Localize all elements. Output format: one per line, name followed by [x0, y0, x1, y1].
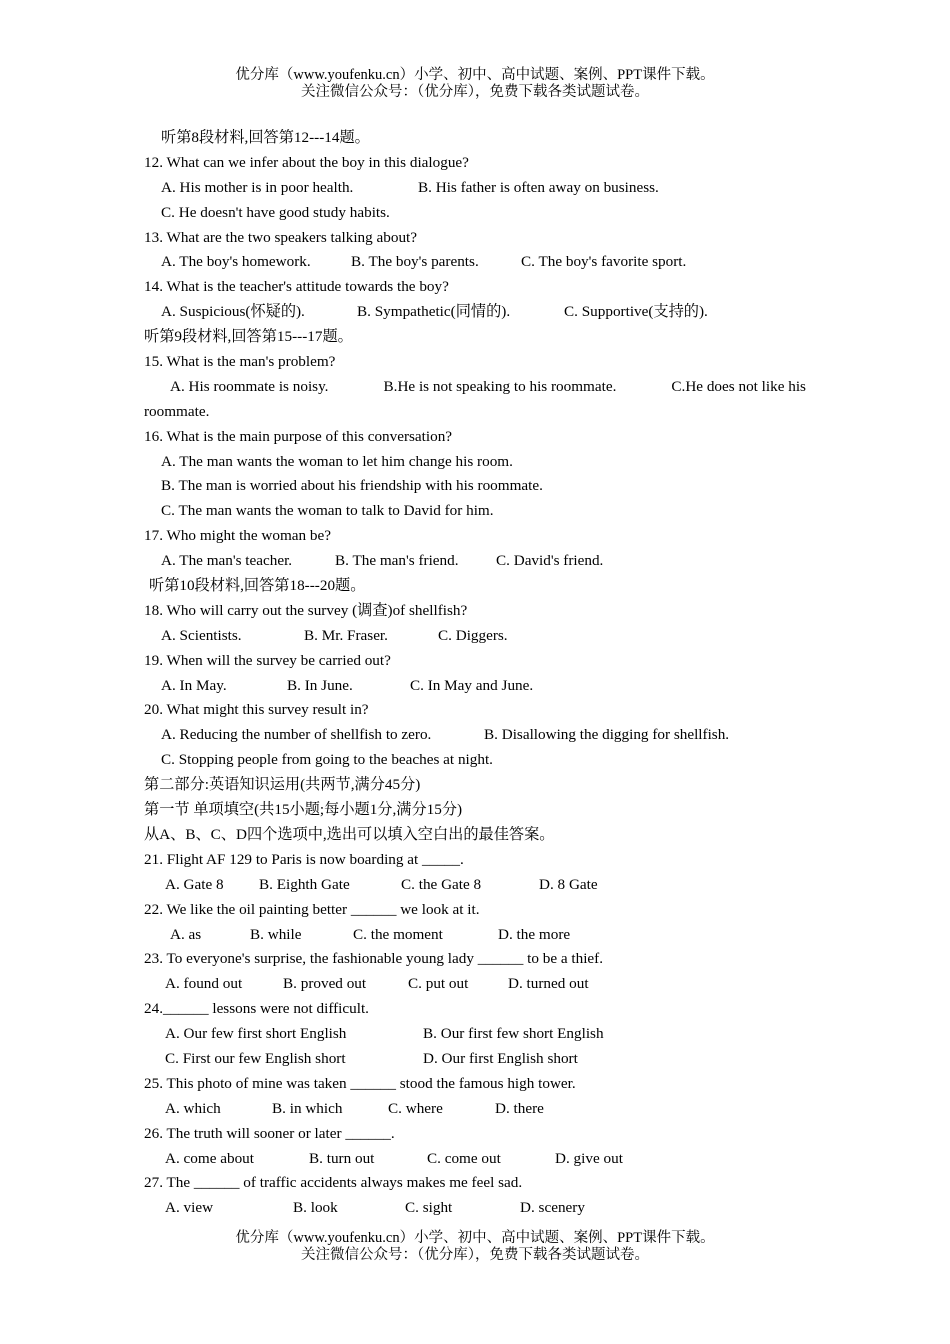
exam-content	[144, 126, 806, 1221]
section-title: 第一节 单项填空(共15小题;每小题1分,满分15分)	[144, 801, 463, 819]
option-row	[144, 250, 806, 275]
footer-line-2: 关注微信公众号：（优分库），免费下载各类试题试卷。	[301, 1247, 649, 1263]
option-c: C. sight	[405, 1199, 453, 1217]
footer-line-1: 优分库（www.youfenku.cn）小学、初中、高中试题、案例、PPT课件下载。	[235, 1230, 715, 1246]
option-c: C. the Gate 8	[401, 875, 482, 893]
question-stem: 27. The ______ of traffic accidents always makes me feel sad.	[144, 1174, 523, 1192]
page-header	[0, 67, 950, 101]
option-a: A. found out	[165, 975, 243, 993]
option-row	[144, 201, 806, 226]
option-b: B. look	[293, 1199, 338, 1217]
option-d: D. turned out	[508, 975, 589, 993]
option-c: C. come out	[427, 1149, 501, 1167]
option-b: B. proved out	[283, 975, 367, 993]
option-b: B. while	[250, 925, 302, 943]
option-d: D. there	[495, 1099, 544, 1117]
option-a: A. come about	[165, 1149, 254, 1167]
option-a: A. The man's teacher.	[161, 552, 293, 570]
option-c: C. He doesn't have good study habits.	[161, 203, 390, 221]
option-c: C.He does not like his	[671, 377, 806, 395]
question-stem: 25. This photo of mine was taken ______ stood the famous high tower.	[144, 1074, 576, 1092]
question-stem: 19. When will the survey be carried out?	[144, 651, 391, 669]
question-stem: 13. What are the two speakers talking about?	[144, 228, 418, 246]
option-a: A. The man wants the woman to let him change his room.	[161, 452, 513, 470]
section-heading-9: 听第9段材料,回答第15---17题。	[144, 328, 353, 346]
option-a: A. Reducing the number of shellfish to zero.	[161, 726, 432, 744]
option-b: B. Our first few short English	[423, 1025, 604, 1043]
option-c: C. First our few English short	[165, 1049, 346, 1067]
option-row	[144, 1097, 806, 1122]
option-row	[144, 748, 806, 773]
option-c: C. David's friend.	[496, 552, 604, 570]
question-stem: 15. What is the man's problem?	[144, 353, 336, 371]
option-d: D. scenery	[520, 1199, 585, 1217]
option-a: A. His mother is in poor health.	[161, 178, 354, 196]
option-b: B. The man's friend.	[335, 552, 459, 570]
option-a: A. which	[165, 1099, 221, 1117]
option-c: C. the moment	[353, 925, 443, 943]
question-stem: 26. The truth will sooner or later ______.	[144, 1124, 395, 1142]
option-b: B. Mr. Fraser.	[304, 626, 388, 644]
question-stem: 20. What might this survey result in?	[144, 701, 369, 719]
question-stem: 18. Who will carry out the survey (调查)of shellfish?	[144, 601, 468, 619]
option-b: B. Sympathetic(同情的).	[357, 303, 511, 321]
header-line-2: 关注微信公众号：（优分库），免费下载各类试题试卷。	[301, 84, 649, 100]
option-b: B. Disallowing the digging for shellfish.	[484, 726, 730, 744]
option-row	[144, 474, 806, 499]
option-b: B. Eighth Gate	[259, 875, 350, 893]
section-heading-10: 听第10段材料,回答第18---20题。	[149, 577, 366, 595]
option-b: B. In June.	[287, 676, 353, 694]
question-stem: 23. To everyone's surprise, the fashionable young lady ______ to be a thief.	[144, 950, 604, 968]
option-row	[144, 923, 806, 948]
option-b: B. The boy's parents.	[351, 253, 479, 271]
option-d: D. 8 Gate	[539, 875, 598, 893]
option-d: D. give out	[555, 1149, 623, 1167]
option-b: B. turn out	[309, 1149, 375, 1167]
option-c: C. where	[388, 1099, 443, 1117]
option-row	[144, 300, 806, 325]
option-a: A. Scientists.	[161, 626, 242, 644]
option-row	[144, 450, 806, 475]
section-heading-8: 听第8段材料,回答第12---14题。	[161, 129, 370, 146]
instruction: 从A、B、C、D四个选项中,选出可以填入空白出的最佳答案。	[144, 825, 555, 843]
option-row	[144, 972, 806, 997]
option-row	[144, 1147, 806, 1172]
option-d: D. the more	[498, 925, 571, 943]
option-row	[144, 549, 806, 574]
option-b: B. The man is worried about his friendship with his roommate.	[161, 477, 543, 495]
option-c: C. The man wants the woman to talk to David for him.	[161, 502, 494, 520]
option-row	[144, 723, 806, 748]
question-stem: 16. What is the main purpose of this conversation?	[144, 427, 453, 445]
option-a: A. Suspicious(怀疑的).	[161, 303, 305, 321]
option-row	[144, 873, 806, 898]
option-c: C. In May and June.	[410, 676, 534, 694]
option-row	[144, 1196, 806, 1221]
option-row	[144, 499, 806, 524]
option-b: B. His father is often away on business.	[418, 178, 659, 196]
option-a: A. view	[165, 1199, 214, 1217]
question-stem: 12. What can we infer about the boy in this dialogue?	[144, 153, 469, 171]
option-d: D. Our first English short	[423, 1049, 578, 1067]
option-a: A. Our few first short English	[165, 1025, 347, 1043]
question-stem: 14. What is the teacher's attitude towards the boy?	[144, 278, 449, 296]
option-c: C. Supportive(支持的).	[564, 303, 708, 321]
question-stem: 22. We like the oil painting better ______ we look at it.	[144, 900, 480, 918]
option-a: A. The boy's homework.	[161, 253, 311, 271]
option-row	[144, 624, 806, 649]
question-stem: 24.______ lessons were not difficult.	[144, 1000, 369, 1018]
option-a: A. His roommate is noisy.	[170, 377, 329, 395]
option-c: C. Stopping people from going to the beaches at night.	[161, 751, 493, 769]
option-b: B. in which	[272, 1099, 343, 1117]
page-footer	[0, 1230, 950, 1264]
question-stem: 21. Flight AF 129 to Paris is now boarding at _____.	[144, 850, 464, 868]
header-line-1: 优分库（www.youfenku.cn）小学、初中、高中试题、案例、PPT课件下载。	[235, 67, 715, 83]
option-a: A. Gate 8	[165, 875, 224, 893]
option-row	[144, 375, 806, 400]
option-continuation: roommate.	[144, 402, 210, 420]
option-row	[144, 176, 806, 201]
question-stem: 17. Who might the woman be?	[144, 527, 331, 545]
option-row	[144, 1047, 806, 1072]
option-row	[144, 674, 806, 699]
option-a: A. as	[170, 925, 202, 943]
option-c: C. The boy's favorite sport.	[521, 253, 687, 271]
option-c: C. Diggers.	[438, 626, 508, 644]
option-b: B.He is not speaking to his roommate.	[383, 377, 617, 395]
part-title: 第二部分:英语知识运用(共两节,满分45分)	[144, 776, 421, 794]
option-row	[144, 1022, 806, 1047]
option-a: A. In May.	[161, 676, 227, 694]
option-c: C. put out	[408, 975, 469, 993]
